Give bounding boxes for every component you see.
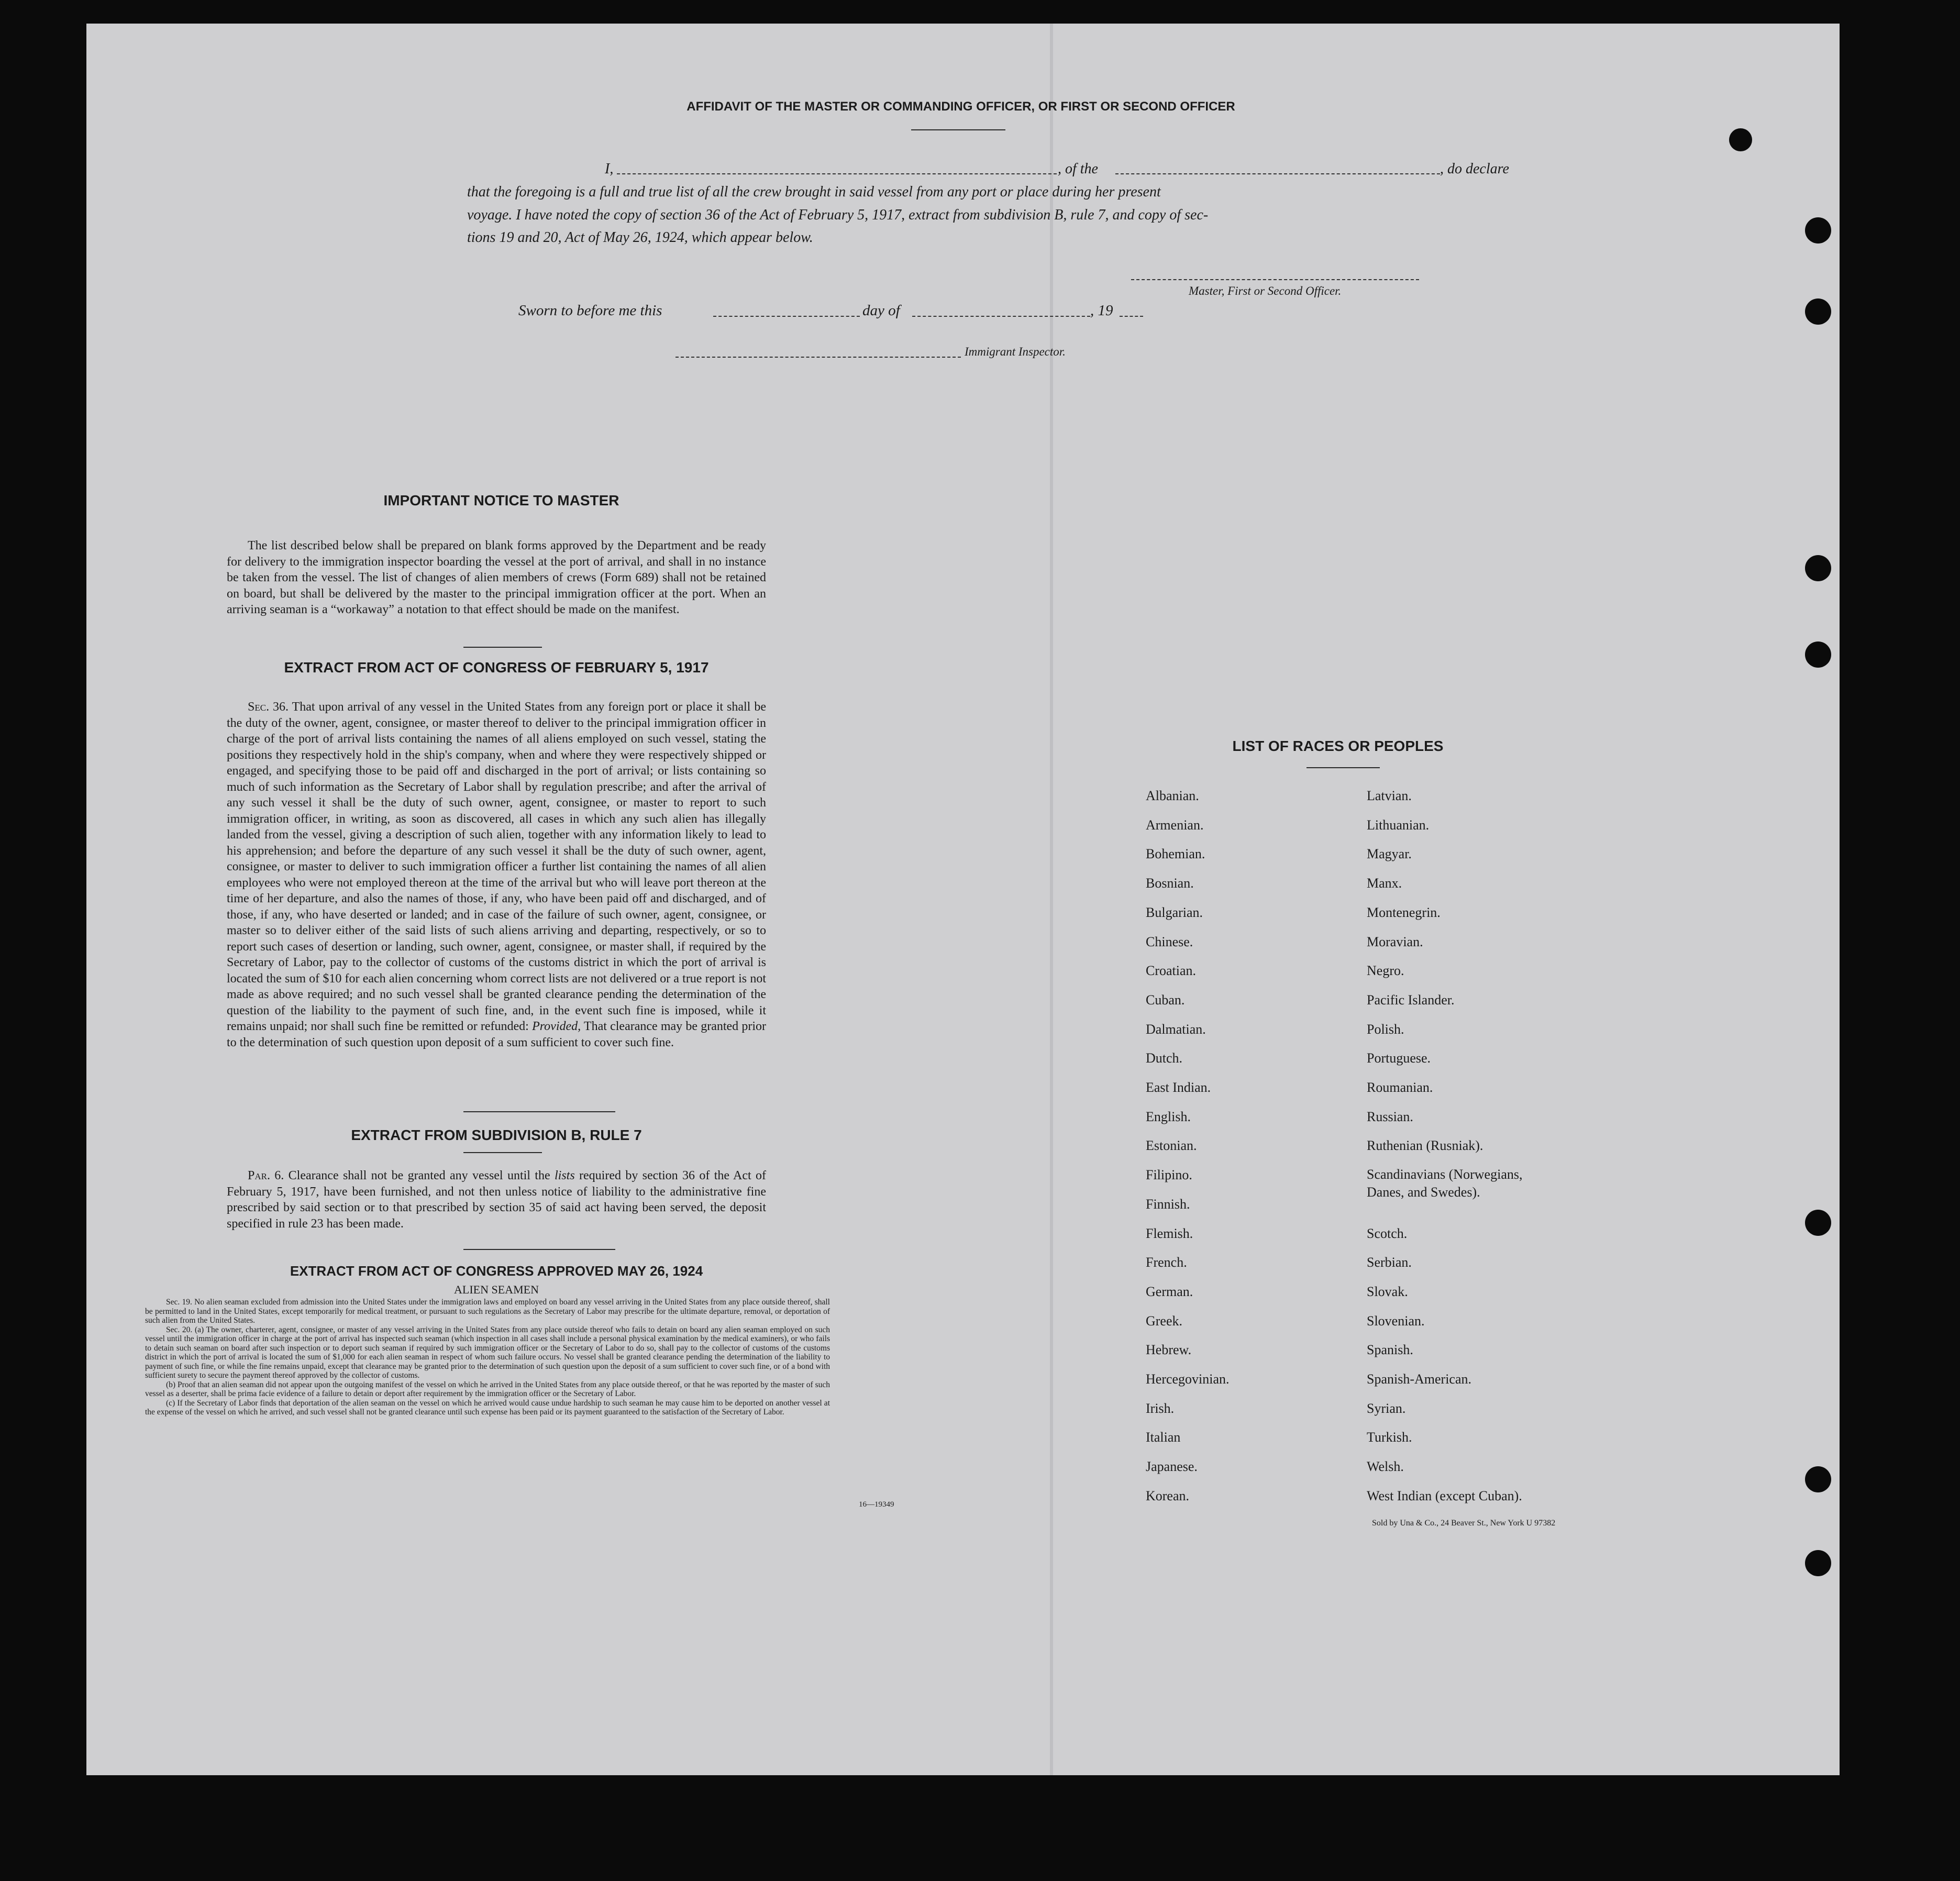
race-item: Spanish. (1367, 1342, 1413, 1358)
race-item: Spanish-American. (1367, 1371, 1472, 1387)
affidavit-i: I, (605, 161, 614, 177)
race-item: Hebrew. (1146, 1342, 1192, 1358)
month-blank[interactable] (912, 316, 1090, 317)
notice-title: IMPORTANT NOTICE TO MASTER (383, 492, 619, 508)
race-item: Russian. (1367, 1109, 1413, 1124)
race-item: English. (1146, 1109, 1191, 1124)
race-item: Armenian. (1146, 817, 1204, 833)
race-item: Dalmatian. (1146, 1021, 1206, 1037)
affidavit-of-the: , of the (1058, 161, 1098, 177)
race-item: Serbian. (1367, 1255, 1412, 1270)
race-item: German. (1146, 1283, 1193, 1299)
inspector-line[interactable] (676, 357, 961, 358)
races-column-2 (1367, 781, 1639, 1511)
rule7-title-rule (463, 1152, 542, 1153)
races-title-rule (1306, 767, 1380, 768)
rule7-title: EXTRACT FROM SUBDIVISION B, RULE 7 (351, 1127, 642, 1143)
race-item: Magyar. (1367, 846, 1412, 862)
document-sheet (86, 24, 1840, 1775)
race-item: Chinese. (1146, 934, 1193, 949)
year-prefix: , 19 (1090, 302, 1113, 319)
race-item: Bohemian. (1146, 846, 1205, 862)
race-item: Ruthenian (Rusniak). (1367, 1138, 1483, 1154)
race-item: Cuban. (1146, 992, 1185, 1008)
act1924-sec20a: Sec. 20. (a) The owner, charterer, agent, consignee, or master of any vessel arriving in the United States from any place outside thereof who fails to detain on board any alien seaman employed on such vessel until the immigration officer in charge at the port of arrival has inspected such seaman (which inspection in all cases shall include a personal physical examination by the medical examiners), or who fails to detain such seaman on board after such inspection or to deport such seaman if required by such immigration officer or the Secretary of Labor to do so, shall pay to the collector of customs of the customs district in which the port of arrival is located the sum of $1,000 for each alien seaman in respect of whom such failure occurs. No vessel shall be granted clearance pending the determination of the liability to payment of such fine, or while the fine remains unpaid, except that clearance may be granted prior to the determination of such question upon the deposit of a sum sufficient to cover such fine, or of a bond with sufficient surety to secure the payment thereof approved by the collector of customs. (145, 1325, 830, 1380)
race-item: Slovenian. (1367, 1313, 1425, 1329)
race-item: Greek. (1146, 1313, 1183, 1329)
punch-hole-2 (1805, 217, 1831, 244)
affidavit-line2: that the foregoing is a full and true list of all the crew brought in said vessel from any port or place during her present (467, 184, 1161, 200)
act1924-subtitle: ALIEN SEAMEN (454, 1283, 539, 1296)
page-fold (1050, 24, 1053, 1775)
race-item: Korean. (1146, 1488, 1190, 1503)
race-item: Croatian. (1146, 963, 1197, 979)
race-item: Moravian. (1367, 934, 1423, 949)
race-item: Roumanian. (1367, 1080, 1433, 1096)
punch-hole-1 (1729, 128, 1752, 151)
rule7-body (227, 1168, 766, 1232)
race-item: Flemish. (1146, 1225, 1193, 1241)
year-blank[interactable] (1120, 316, 1143, 317)
race-scand-line1: Scandinavians (Norwegians, (1367, 1167, 1523, 1182)
act1924-sec20c: (c) If the Secretary of Labor finds that deportation of the alien seaman on the vessel on which he arrived would cause undue hardship to such seaman he may cause him to be deported on another vessel at the expense of the vessel on which he arrived, and such vessel shall not be granted clearance until such expense has been paid or its payment guaranteed to the satisfaction of the Secretary of Labor. (145, 1398, 830, 1417)
race-item: Syrian. (1367, 1400, 1406, 1416)
punch-hole-4 (1805, 555, 1831, 581)
affidavit-line3: voyage. I have noted the copy of section 36 of the Act of February 5, 1917, extract from subdivision B, rule 7, and copy of sec- (467, 207, 1209, 223)
race-item: Estonian. (1146, 1138, 1197, 1154)
sworn-text: Sworn to before me this (518, 302, 662, 319)
act1924-body (145, 1298, 830, 1417)
rule7-lists: lists (554, 1169, 575, 1182)
rule7-par-label: Par. 6. (248, 1169, 284, 1182)
affidavit-title: AFFIDAVIT OF THE MASTER OR COMMANDING OFFICER, OR FIRST OR SECOND OFFICER (686, 99, 1235, 114)
act1924-sec20b: (b) Proof that an alien seaman did not appear upon the outgoing manifest of the vessel on which he arrived in the United States from any place outside thereof, or that he was reported by the master of such vessel as a deserter, shall be prima facie evidence of a failure to detain or deport after requirement by the immigration officer or the Secretary of Labor. (145, 1380, 830, 1398)
race-scand-line2: Danes, and Swedes). (1367, 1185, 1480, 1200)
punch-hole-3 (1805, 298, 1831, 325)
act1917-title: EXTRACT FROM ACT OF CONGRESS OF FEBRUARY 5, 1917 (284, 659, 709, 676)
race-item: Montenegrin. (1367, 904, 1441, 920)
race-item-scandinavians (1367, 1160, 1639, 1219)
race-item: Portuguese. (1367, 1050, 1431, 1066)
act1917-sec-label: Sec. 36. (248, 700, 289, 714)
race-item: Japanese. (1146, 1459, 1198, 1475)
act1924-title: EXTRACT FROM ACT OF CONGRESS APPROVED MAY 26, 1924 (290, 1263, 703, 1279)
race-item: French. (1146, 1255, 1187, 1270)
punch-hole-5 (1805, 641, 1831, 668)
rule7-text-a: Clearance shall not be granted any vessel until the (288, 1169, 550, 1182)
act1917-provided: Provided, (532, 1020, 581, 1033)
race-item: Finnish. (1146, 1196, 1190, 1212)
signature-line[interactable] (1131, 279, 1419, 280)
race-item: West Indian (except Cuban). (1367, 1488, 1522, 1503)
inspector-label: Immigrant Inspector. (965, 345, 1066, 358)
race-item: Slovak. (1367, 1283, 1408, 1299)
affidavit-line4: tions 19 and 20, Act of May 26, 1924, which appear below. (467, 229, 813, 246)
race-item: Dutch. (1146, 1050, 1183, 1066)
race-item: Hercegovinian. (1146, 1371, 1230, 1387)
race-item: Negro. (1367, 963, 1404, 979)
name-blank[interactable] (617, 173, 1057, 174)
race-item: Welsh. (1367, 1459, 1404, 1475)
rule7-text-b: required by section 36 of the Act of February 5, 1917, have been furnished, and not then unless notice of liability to the administrative fine prescribed by said section or to that prescribed by section 35 of said act having been served, the deposit specified in rule 23 has been made. (227, 1169, 767, 1231)
race-item: East Indian. (1146, 1080, 1211, 1096)
act1917-text: That upon arrival of any vessel in the United States from any foreign port or place it shall be the duty of the owner, agent, consignee, or master thereof to deliver to the principal immigration officer in charge of the port of arrival lists containing the names of all aliens employed on such vessel, stating the positions they respectively hold in the ship's company, when and where they were respectively shipped or engaged, and specifying those to be paid off and discharged in the port of arrival; or lists containing so much of such information as the Secretary of Labor shall by regulation prescribe; and after the arrival of any such vessel it shall be the duty of such owner, agent, consignee, or master to report to such immigration officer, in writing, as soon as discovered, all cases in which any such alien has illegally landed from the vessel, giving a description of such alien, together with any information likely to lead to his apprehension; and before the departure of any such vessel it shall be the duty of such owner, agent, consignee, or master to deliver to such immigration officer a further list containing the names of all alien employees who were not employed thereon at the time of the arrival but who will leave port thereon at the time of her departure, and also the names of those, if any, who have been paid off and discharged, and of those, if any, who have deserted or landed; and in case of the failure of such owner, agent, consignee, or master so to deliver either of the said lists of such aliens arriving and departing, respectively, or so to report such cases of desertion or landing, such owner, agent, consignee, or master shall, if required by the Secretary of Labor, pay to the collector of customs of the customs district in which the port of arrival is located the sum of $10 for each alien concerning whom correct lists are not delivered or a true report is not made as above required; and no such vessel shall be granted clearance pending the determination of the question of the liability to the payment of such fine, and, in the event such fine is imposed, while it remains unpaid; nor shall such fine be remitted or refunded: (227, 700, 766, 1033)
race-item: Manx. (1367, 876, 1402, 891)
race-item: Scotch. (1367, 1225, 1408, 1241)
race-item: Filipino. (1146, 1167, 1192, 1183)
punch-hole-8 (1805, 1550, 1831, 1576)
act1924-sec19: Sec. 19. No alien seaman excluded from admission into the United States under the immigration laws and employed on board any vessel arriving in the United States from any place outside thereof, shall be permitted to land in the United States, except temporarily for medical treatment, or pursuant to such regulations as the Secretary of Labor may prescribe for the ultimate departure, removal, or deportation of such alien from the United States. (145, 1298, 830, 1325)
race-item: Irish. (1146, 1400, 1175, 1416)
race-item: Polish. (1367, 1021, 1404, 1037)
race-item: Albanian. (1146, 788, 1199, 803)
race-item: Bulgarian. (1146, 904, 1203, 920)
act1917-rule (463, 1111, 615, 1112)
signature-label: Master, First or Second Officer. (1189, 284, 1342, 297)
notice-body: The list described below shall be prepared on blank forms approved by the Department and be ready for delivery to the immigration inspector boarding the vessel at the port of arrival, and shall in no instance be taken from the vessel. The list of changes of alien members of crews (Form 689) shall not be retained on board, but shall be delivered by the master to the principal immigration officer at the port. When an arriving seaman is a “workaway” a notation to that effect should be made on the manifest. (227, 539, 766, 616)
affidavit-title-rule (911, 129, 1005, 130)
printer-credit: Sold by Una & Co., 24 Beaver St., New York U 97382 (1372, 1519, 1556, 1528)
race-item: Lithuanian. (1367, 817, 1430, 833)
race-item: Turkish. (1367, 1430, 1412, 1445)
day-of: day of (862, 302, 900, 319)
punch-hole-6 (1805, 1210, 1831, 1236)
race-item: Latvian. (1367, 788, 1412, 803)
rule7-rule (463, 1249, 615, 1250)
race-item: Italian (1146, 1430, 1181, 1445)
races-title: LIST OF RACES OR PEOPLES (1232, 738, 1444, 754)
vessel-blank[interactable] (1115, 173, 1440, 174)
form-number: 16—19349 (859, 1500, 894, 1509)
races-column-1 (1146, 781, 1313, 1511)
race-item: Pacific Islander. (1367, 992, 1455, 1008)
act1917-body (227, 699, 766, 1050)
notice-rule (463, 647, 542, 648)
day-blank[interactable] (713, 316, 860, 317)
affidavit-declare: , do declare (1440, 161, 1509, 177)
act1917-text-end: That clearance may be granted prior to the determination of such question upon deposit of a sum sufficient to cover such fine. (227, 1020, 767, 1049)
race-item: Bosnian. (1146, 876, 1194, 891)
punch-hole-7 (1805, 1466, 1831, 1492)
